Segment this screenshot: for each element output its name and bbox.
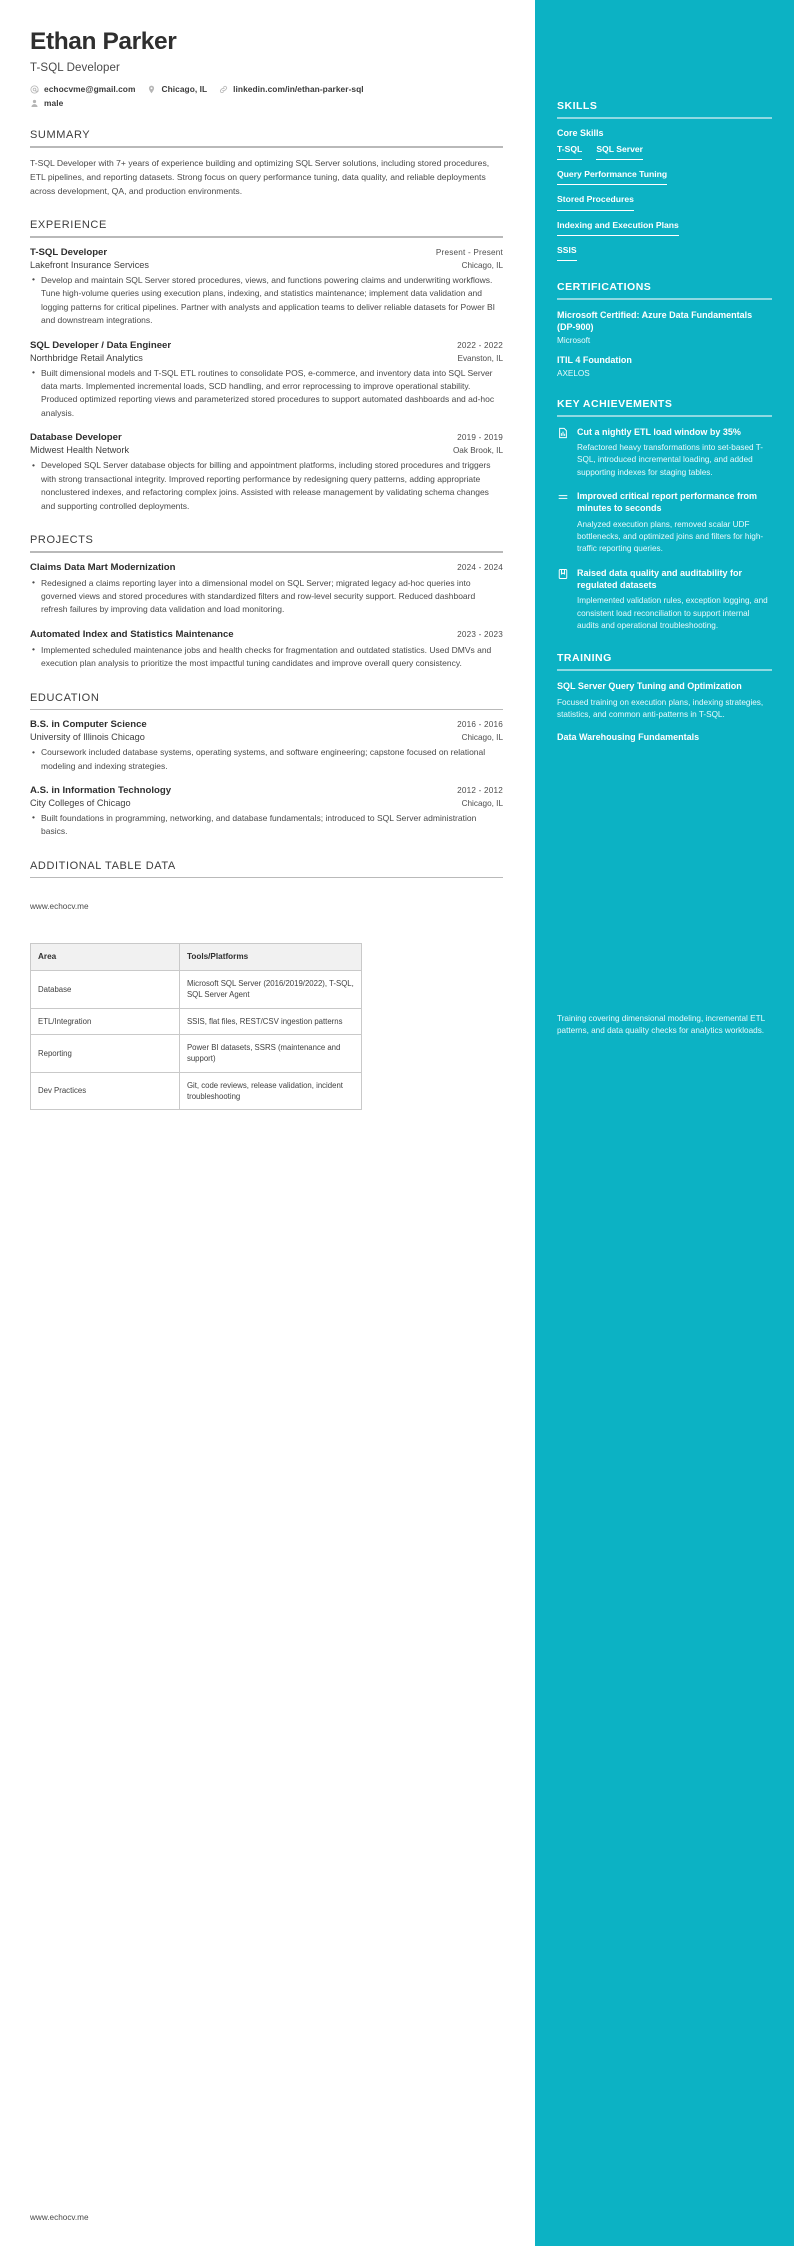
sidebar-section-training <box>557 652 772 1037</box>
certification-item <box>557 309 772 345</box>
training-item <box>557 731 772 744</box>
skill-chip: T-SQL <box>557 144 582 160</box>
job-title: T-SQL Developer <box>30 62 120 75</box>
education-location: Chicago, IL <box>461 798 503 808</box>
experience-dates: Present - Present <box>435 247 503 257</box>
sidebar-section-certifications <box>557 281 772 378</box>
experience-bullets <box>30 367 503 421</box>
section-additional-table <box>30 860 503 1110</box>
training-name: SQL Server Query Tuning and Optimization <box>557 681 742 692</box>
education-dates: 2012 - 2012 <box>457 785 503 795</box>
experience-location: Oak Brook, IL <box>452 446 503 456</box>
contact-row <box>30 84 375 108</box>
achievement-desc: Refactored heavy transformations into set-based T-SQL, introduced incremental loading, and added supporting indexes for staging tables. <box>577 443 763 477</box>
table-cell-area: ETL/Integration <box>31 1008 180 1034</box>
experience-dates: 2019 - 2019 <box>457 433 503 443</box>
education-location: Chicago, IL <box>461 733 503 743</box>
contact-email[interactable] <box>30 84 135 94</box>
achievement-item <box>557 426 772 479</box>
skill-chip: SQL Server <box>596 144 643 160</box>
table-row <box>31 971 362 1009</box>
header-block <box>30 28 503 108</box>
project-dates: 2024 - 2024 <box>457 562 503 572</box>
contact-linkedin-text: linkedin.com/in/ethan-parker-sql <box>233 84 364 95</box>
key-achievements-heading: KEY ACHIEVEMENTS <box>557 397 673 410</box>
skills-heading: SKILLS <box>557 100 598 112</box>
experience-bullets <box>30 274 503 328</box>
experience-company: Northbridge Retail Analytics <box>30 352 143 363</box>
chart-document-icon <box>557 427 569 439</box>
additional-table-note: www.echocv.me <box>30 902 89 912</box>
education-entry <box>30 785 503 839</box>
list-item: • Built dimensional models and T-SQL ETL routines to consolidate POS, e-commerce, and inventory data into SQL Server data marts. Implemented incremental loads, SCD handling, and error reprocessing to improve operational stability. Produced optimized reporting views and parameterized stored procedures to support automated dashboards and ad-hoc analysis. <box>41 367 503 421</box>
list-item: • Coursework included database systems, operating systems, and software engineering; capstone focused on relational modeling and indexing strategies. <box>41 746 503 773</box>
project-name: Automated Index and Statistics Maintenance <box>30 628 234 640</box>
skill-chip: Indexing and Execution Plans <box>557 220 679 236</box>
email-icon <box>30 85 39 94</box>
project-bullets <box>30 644 503 671</box>
sidebar-divider <box>557 298 772 300</box>
project-dates: 2023 - 2023 <box>457 629 503 639</box>
certification-item <box>557 354 772 378</box>
achievement-item <box>557 490 772 556</box>
skills-row <box>557 245 772 261</box>
experience-role: SQL Developer / Data Engineer <box>30 339 172 351</box>
table-row <box>31 1072 362 1110</box>
education-bullets <box>30 812 503 839</box>
training-desc: Focused training on execution plans, indexing strategies, statistics, and common anti-patterns in T-SQL. <box>557 697 764 720</box>
table-header-row <box>31 944 362 971</box>
list-item: • Developed SQL Server database objects for billing and appointment platforms, including stored procedures and triggers with strong transactional integrity. Improved reporting performance by redesigning query patterns, adding appropriate nonclustered indexes, and refactoring complex joins. Assisted with release management by validating schema changes and supporting controlled deployments. <box>41 459 503 513</box>
list-item: • Implemented scheduled maintenance jobs and health checks for fragmentation and outdated statistics. Used DMVs and execution plan analysis to prioritize the most impactful tuning candidates and improve overall query consistency. <box>41 644 503 671</box>
table-cell-tools: Git, code reviews, release validation, incident troubleshooting <box>179 1072 361 1110</box>
table-cell-area: Dev Practices <box>31 1072 180 1110</box>
table-cell-tools: Power BI datasets, SSRS (maintenance and support) <box>179 1035 361 1073</box>
list-item: • Redesigned a claims reporting layer into a dimensional model on SQL Server; migrated legacy ad-hoc queries into governed views and stored procedures with standardized filters and row-level security support. Reduced dashboard refresh failures by improving data validation and load monitoring. <box>41 577 503 617</box>
section-divider <box>30 551 503 553</box>
skill-chip: Stored Procedures <box>557 194 634 210</box>
certifications-heading: CERTIFICATIONS <box>557 280 652 293</box>
skills-row <box>557 144 772 160</box>
summary-heading: SUMMARY <box>30 129 91 142</box>
contact-email-text: echocvme@gmail.com <box>44 84 136 95</box>
experience-company: Midwest Health Network <box>30 445 130 456</box>
skills-row <box>557 169 772 185</box>
certification-org: Microsoft <box>557 336 591 346</box>
certification-org: AXELOS <box>557 368 590 378</box>
summary-text: T-SQL Developer with 7+ years of experience building and optimizing SQL Server solutions, including stored procedures, ETL pipelines, and reporting datasets. Strong focus on query performance tuning, data quality, and reliable deployments across development, QA, and production environments. <box>30 157 490 196</box>
table-cell-area: Database <box>31 971 180 1009</box>
sidebar <box>535 0 794 2246</box>
location-pin-icon <box>147 85 156 94</box>
section-divider <box>30 877 503 879</box>
education-school: University of Illinois Chicago <box>30 732 145 743</box>
person-icon <box>30 99 39 108</box>
experience-dates: 2022 - 2022 <box>457 340 503 350</box>
skills-row <box>557 194 772 210</box>
contact-linkedin[interactable] <box>219 84 364 94</box>
contact-gender-text: male <box>44 98 64 109</box>
contact-location <box>147 84 207 94</box>
experience-role: Database Developer <box>30 432 122 444</box>
project-entry <box>30 629 503 671</box>
experience-role: T-SQL Developer <box>30 246 108 258</box>
experience-entry <box>30 432 503 513</box>
table-col-tools: Tools/Platforms <box>179 944 361 971</box>
achievement-title: Cut a nightly ETL load window by 35% <box>577 426 741 437</box>
sidebar-divider <box>557 415 772 417</box>
sidebar-divider <box>557 669 772 671</box>
sidebar-section-skills <box>557 100 772 261</box>
achievement-title: Improved critical report performance from minutes to seconds <box>577 490 758 514</box>
section-divider <box>30 146 503 148</box>
contact-location-text: Chicago, IL <box>161 84 208 95</box>
achievement-desc: Implemented validation rules, exception logging, and consistent load reconciliation to support internal audits and operational troubleshooting. <box>577 596 768 631</box>
experience-location: Chicago, IL <box>461 260 503 270</box>
section-experience <box>30 219 503 513</box>
experience-heading: EXPERIENCE <box>30 219 107 232</box>
training-name: Data Warehousing Fundamentals <box>557 731 700 742</box>
education-degree: B.S. in Computer Science <box>30 719 147 731</box>
experience-bullets <box>30 459 503 513</box>
table-cell-tools: SSIS, flat files, REST/CSV ingestion patterns <box>179 1008 361 1034</box>
education-school: City Colleges of Chicago <box>30 797 131 808</box>
education-degree: A.S. in Information Technology <box>30 784 172 796</box>
section-projects <box>30 534 503 671</box>
page-title: Ethan Parker <box>30 28 177 55</box>
list-item: • Built foundations in programming, networking, and database fundamentals; introduced to SQL Server administration basics. <box>41 812 503 839</box>
table-row <box>31 1008 362 1034</box>
skills-row <box>557 220 772 236</box>
achievement-title: Raised data quality and auditability for regulated datasets <box>577 567 743 591</box>
project-bullets <box>30 577 503 617</box>
section-education <box>30 692 503 839</box>
education-bullets <box>30 746 503 773</box>
sidebar-section-key-achievements <box>557 398 772 633</box>
project-name: Claims Data Mart Modernization <box>30 561 176 573</box>
additional-table-heading: ADDITIONAL TABLE DATA <box>30 859 176 872</box>
skill-chip: Query Performance Tuning <box>557 169 667 185</box>
link-icon <box>219 85 228 94</box>
table-col-area: Area <box>31 944 180 971</box>
education-entry <box>30 719 503 773</box>
section-summary <box>30 129 503 198</box>
certification-name: Microsoft Certified: Azure Data Fundamentals (DP-900) <box>557 309 753 333</box>
projects-heading: PROJECTS <box>30 534 94 546</box>
achievement-desc: Analyzed execution plans, removed scalar UDF bottlenecks, and optimized joins and filters for high-traffic reporting queries. <box>577 519 764 554</box>
sidebar-divider <box>557 117 772 119</box>
training-footer-note: Training covering dimensional modeling, incremental ETL patterns, and data quality checks for analytics workloads. <box>557 1014 765 1036</box>
training-item <box>557 680 772 721</box>
equals-icon <box>557 491 569 503</box>
certification-name: ITIL 4 Foundation <box>557 355 632 366</box>
table-cell-tools: Microsoft SQL Server (2016/2019/2022), T-SQL, SQL Server Agent <box>179 971 361 1009</box>
table-row <box>31 1035 362 1073</box>
skills-group-title: Core Skills <box>557 128 604 138</box>
education-dates: 2016 - 2016 <box>457 720 503 730</box>
experience-location: Evanston, IL <box>457 353 503 363</box>
experience-entry <box>30 247 503 328</box>
project-entry <box>30 562 503 617</box>
experience-company: Lakefront Insurance Services <box>30 259 149 270</box>
achievement-item <box>557 567 772 633</box>
education-heading: EDUCATION <box>30 691 100 704</box>
section-divider <box>30 236 503 238</box>
training-heading: TRAINING <box>557 652 612 665</box>
contact-gender <box>30 98 63 108</box>
section-divider <box>30 709 503 711</box>
table-cell-area: Reporting <box>31 1035 180 1073</box>
skill-chip: SSIS <box>557 245 577 261</box>
experience-entry <box>30 340 503 421</box>
footer-note: www.echocv.me <box>30 2213 89 2222</box>
list-item: • Develop and maintain SQL Server stored procedures, views, and functions powering claims and underwriting workflows. Tune high-volume queries using execution plans, indexing, and statistics maintenance; implement data validation and logging patterns for critical pipelines. Partner with analysts and application teams to deliver reliable datasets for Power BI and downstream integrations. <box>41 274 503 328</box>
tools-platforms-table <box>30 943 362 1110</box>
bookmark-icon <box>557 568 569 580</box>
